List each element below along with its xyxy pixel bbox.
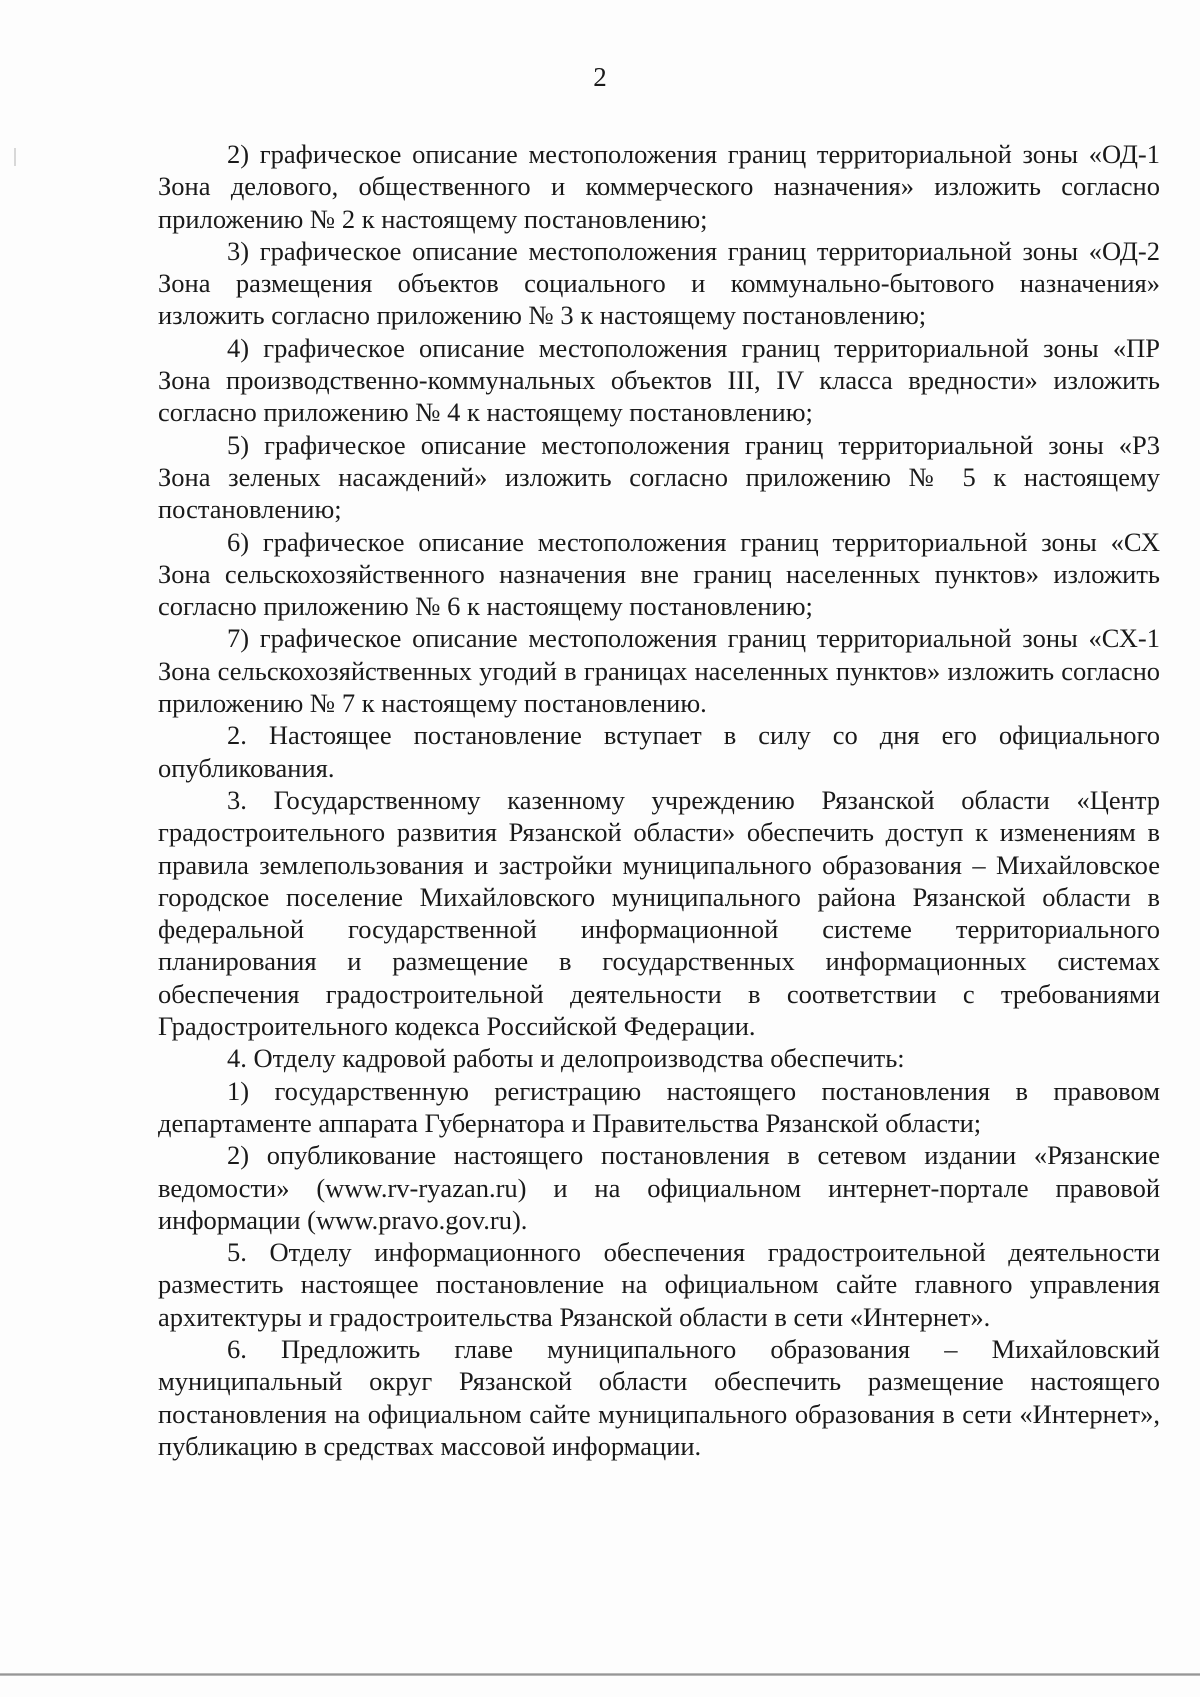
paragraph-item-2: 2) графическое описание местоположения границ территориальной зоны «ОД-1 Зона делового, общественного и коммерческого назначения» изложить согласно приложению № 2 к настоящему постановлению; (158, 139, 1160, 234)
scan-artifact (14, 148, 16, 166)
paragraph-item-5: 5) графическое описание местоположения границ территориальной зоны «Р3 Зона зеленых насаждений» изложить согласно приложению № 5 к настоящему постановлению; (158, 429, 1160, 525)
paragraph-clause-2: 2. Настоящее постановление вступает в силу со дня его официального опубликования. (158, 720, 1160, 783)
paragraph-clause-3: 3. Государственному казенному учреждению Рязанской области «Центр градостроительного развития Рязанской области» обеспечить доступ к изменениям в правила землепользования и застройки муниципального образования – Михайловское городское поселение Михайловского муниципального района Рязанской области в федеральной государственной информационной системе территориального планирования и размещение в государственных информационных системах обеспечения градостроительной деятельности в соответствии с требованиями Градостроительного кодекса Российской Федерации. (158, 784, 1160, 1042)
paragraph-clause-4-item-2: 2) опубликование настоящего постановления в сетевом издании «Рязанские ведомости» (www.rv-ryazan.ru) и на официальном интернет-портале правовой информации (www.pravo.gov.ru). (158, 1140, 1160, 1235)
paragraph-item-4: 4) графическое описание местоположения границ территориальной зоны «ПР Зона производственно-коммунальных объектов III, IV класса вредности» изложить согласно приложению № 4 к настоящему постановлению; (158, 332, 1160, 428)
paragraph-clause-5: 5. Отделу информационного обеспечения градостроительной деятельности разместить настоящее постановление на официальном сайте главного управления архитектуры и градостроительства Рязанской области в сети «Интернет». (158, 1237, 1160, 1332)
paragraph-clause-6: 6. Предложить главе муниципального образования – Михайловский муниципальный округ Рязанской области обеспечить размещение настоящего постановления на официальном сайте муниципального образования в сети «Интернет», публикацию в средствах массовой информации. (158, 1333, 1160, 1461)
paragraph-item-3: 3) графическое описание местоположения границ территориальной зоны «ОД-2 Зона размещения объектов социального и коммунально-бытового назначения» изложить согласно приложению № 3 к настоящему постановлению; (158, 235, 1160, 331)
document-body (158, 138, 1160, 1462)
scan-bottom-edge (0, 1673, 1200, 1676)
paragraph-clause-4: 4. Отделу кадровой работы и делопроизводства обеспечить: (227, 1043, 905, 1074)
paragraph-item-7: 7) графическое описание местоположения границ территориальной зоны «СХ-1 Зона сельскохозяйственных угодий в границах населенных пунктов» изложить согласно приложению № 7 к настоящему постановлению. (158, 623, 1160, 719)
paragraph-item-6: 6) графическое описание местоположения границ территориальной зоны «СХ Зона сельскохозяйственного назначения вне границ населенных пунктов» изложить согласно приложению № 6 к настоящему постановлению; (158, 526, 1160, 622)
paragraph-clause-4-item-1: 1) государственную регистрацию настоящего постановления в правовом департаменте аппарата Губернатора и Правительства Рязанской области; (158, 1075, 1160, 1138)
page-number: 2 (593, 62, 607, 92)
